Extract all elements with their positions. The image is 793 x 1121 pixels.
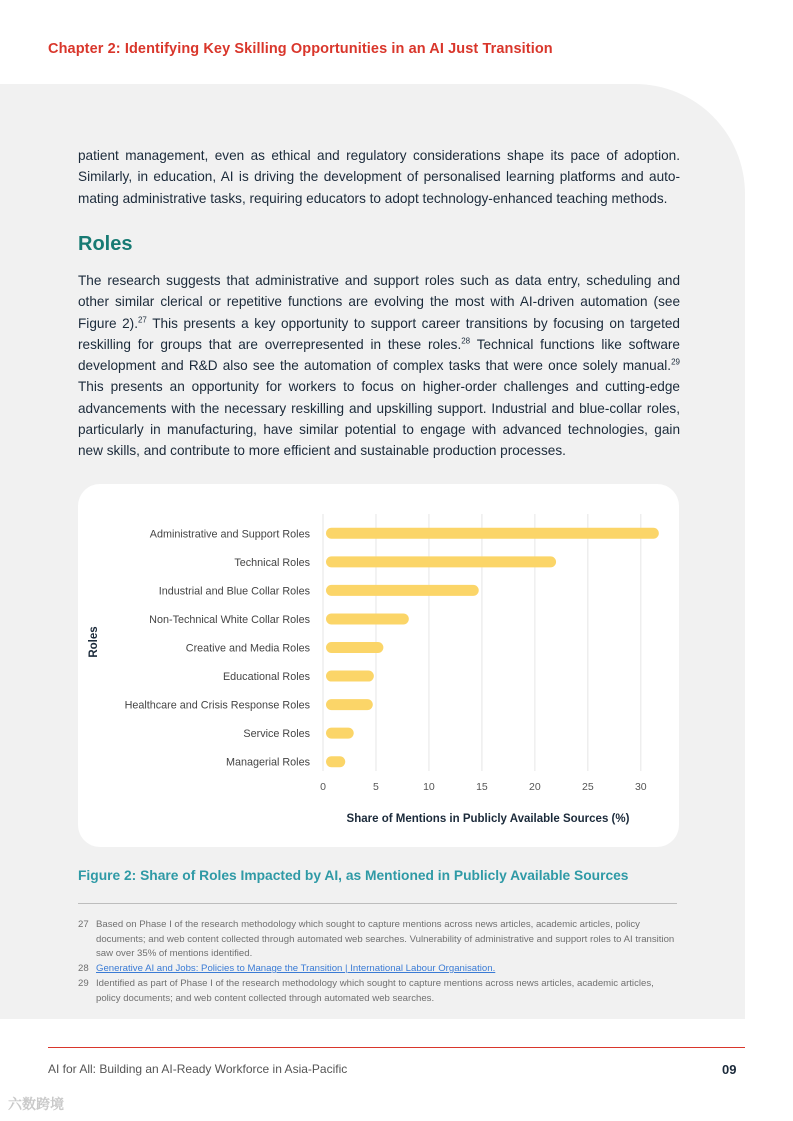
chart-card (78, 484, 679, 847)
x-tick-label: 20 (529, 781, 541, 793)
category-label: Technical Roles (234, 556, 310, 569)
bar-chart (78, 484, 679, 847)
watermark-logo: 六数跨境 (8, 1096, 64, 1112)
bar (326, 642, 383, 653)
footnote-ref-27[interactable]: 27 (137, 315, 147, 325)
footnote-number: 29 (78, 978, 89, 989)
paragraph-text: This presents an opportunity for workers to focus on higher-order challenges and cutting-edge advancements with the necessary reskilling and upskilling support. Industrial and blue-collar roles, particularly in manufacturing, have similar potential to engage with advanced technologies, gain new skills, and contribute to more efficient and sustainable production processes. (78, 379, 680, 459)
x-tick-label: 10 (423, 781, 435, 793)
caption-divider (78, 903, 677, 904)
category-label: Healthcare and Crisis Response Roles (124, 699, 310, 712)
x-tick-label: 30 (634, 781, 647, 793)
x-tick-label: 15 (476, 781, 488, 793)
category-label: Non-Technical White Collar Roles (149, 613, 310, 626)
bar (326, 671, 374, 682)
y-axis-title: Roles (88, 626, 100, 658)
footnote-ref-28[interactable]: 28 (461, 336, 471, 346)
figure-caption: Figure 2: Share of Roles Impacted by AI, as Mentioned in Publicly Available Sources (78, 868, 629, 883)
intro-paragraph: patient management, even as ethical and regulatory considerations shape its pace of adoption. Similarly, in education, AI is driving the development of personalised learning platforms and auto-mating administrative tasks, requiring educators to adopt technology-enhanced teaching methods. (78, 148, 680, 206)
footer-divider (48, 1047, 745, 1048)
footnote-28 (78, 962, 678, 977)
roles-paragraph (78, 270, 680, 462)
footnote-number: 27 (78, 919, 89, 930)
bar (326, 728, 354, 739)
bar (326, 756, 345, 767)
paragraph-text: The research suggests that administrative and support roles such as data entry, scheduling and other similar clerical or repetitive functions are evolving the most with AI-driven automation (see Figure 2). (78, 273, 680, 331)
footnote-link[interactable]: Generative AI and Jobs: Policies to Manage the Transition | International Labour Organisation. (96, 963, 496, 974)
footnote-text: Based on Phase I of the research methodology which sought to capture mentions across news articles, academic articles, policy documents; and web content collected through automated web searches. Vulnerability of administrative and support roles to AI transition saw over 35% of mentions identified. (96, 919, 675, 959)
footer-title: AI for All: Building an AI-Ready Workforce in Asia-Pacific (48, 1062, 348, 1076)
category-label: Administrative and Support Roles (149, 528, 310, 541)
footnote-27 (78, 918, 678, 962)
bar (326, 699, 373, 710)
footnote-ref-29[interactable]: 29 (671, 357, 680, 367)
chapter-title: Chapter 2: Identifying Key Skilling Opportunities in an AI Just Transition (48, 41, 553, 57)
category-label: Service Roles (243, 728, 310, 741)
bar (326, 556, 556, 567)
bar (326, 528, 659, 539)
section-heading: Roles (78, 233, 133, 255)
x-tick-label: 25 (582, 781, 594, 793)
paragraph-text: This presents a key opportunity to support career transitions by focusing on targeted reskilling for groups that are overrepresented in these roles. (78, 315, 680, 352)
category-label: Industrial and Blue Collar Roles (158, 585, 310, 598)
footnote-text: Identified as part of Phase I of the research methodology which sought to capture mentions across news articles, academic articles, policy documents; and web content collected through automated web searches. (96, 978, 654, 1004)
category-label: Managerial Roles (225, 756, 310, 769)
category-label: Educational Roles (222, 671, 310, 684)
paragraph-text: Technical functions like software development and R&D also see the automation of complex tasks that were once solely manual. (78, 336, 680, 374)
footnote-number: 28 (78, 963, 89, 974)
page-number: 09 (722, 1062, 737, 1077)
footnote-29 (78, 977, 678, 1006)
x-tick-label: 5 (373, 781, 379, 793)
bar (326, 585, 479, 596)
x-axis-title: Share of Mentions in Publicly Available Sources (%) (346, 813, 630, 825)
category-label: Creative and Media Roles (185, 642, 310, 655)
x-tick-label: 0 (320, 781, 326, 793)
bar (326, 613, 409, 624)
